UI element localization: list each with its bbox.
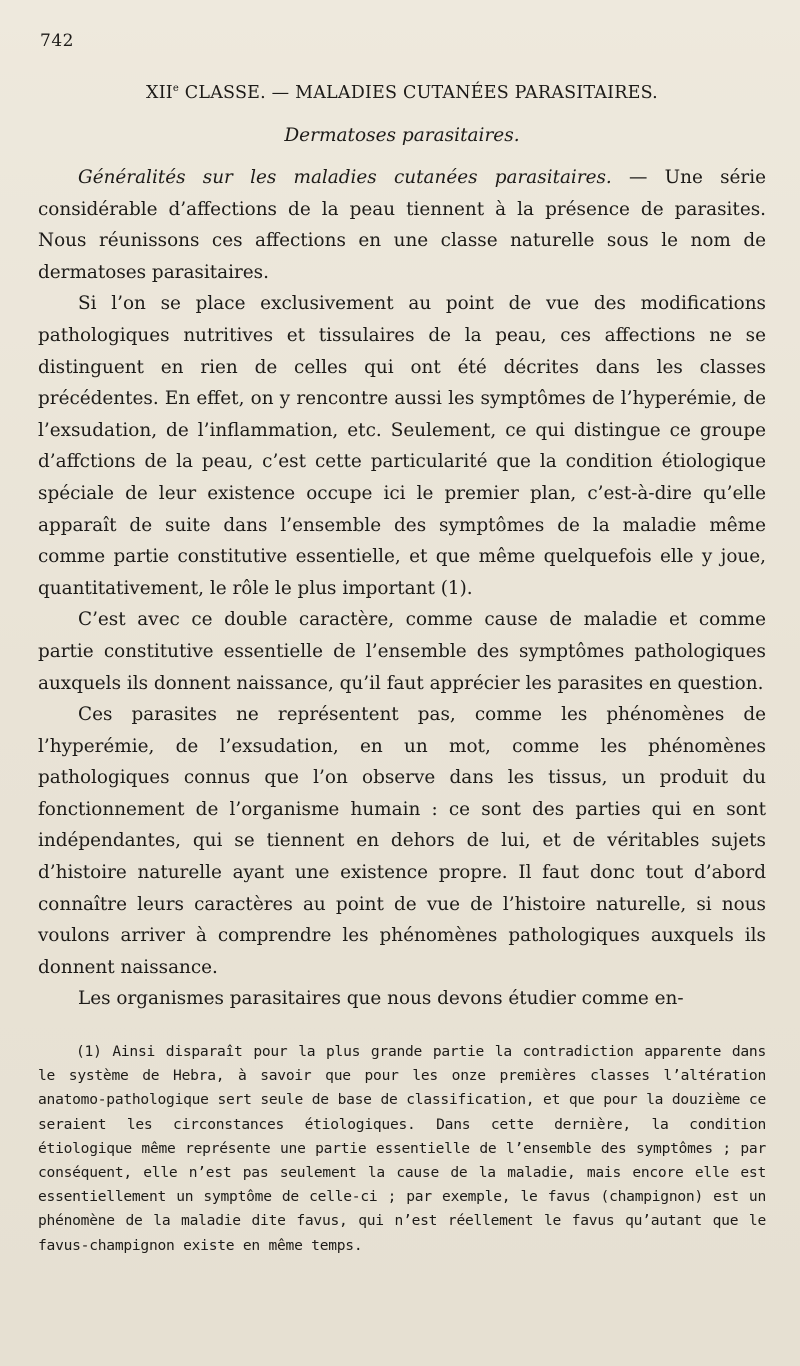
class-heading-roman: XII — [146, 83, 173, 103]
paragraph: Si l’on se place exclusivement au point de vue des modifications pathologiques nutritives et tissulaires de la peau, ces affections ne se distinguent en rien de celles qui ont été décrites dans les classes précédentes. En effet, on y rencontre aussi les symptômes de l’hyperémie, de l’exsudation, de l’inflammation, etc. Seulement, ce qui distingue ce groupe d’affctions de la peau, c’est cette particularité que la condition étiologique spéciale de leur existence occupe ici le premier plan, c’est-à-dire qu’elle apparaît de suite dans l’ensemble des symptômes de la maladie même comme partie constitutive essentielle, et que même quelquefois elle y joue, quantitativement, le rôle le plus important (1). — [38, 293, 766, 599]
paragraph — [38, 162, 766, 288]
page-number: 742 — [40, 31, 74, 51]
paragraph-lead-italic: Généralités sur les maladies cutanées parasitaires. — [78, 167, 612, 188]
class-heading — [38, 83, 766, 103]
footnote: (1) Ainsi disparaît pour la plus grande partie la contradiction apparente dans le système de Hebra, à savoir que pour les onze premières classes l’altération anatomo-pathologique sert seule de base de classification, et que pour la douzième ce seraient les circonstances étiologiques. Dans cette dernière, la condition étiologique même représente une partie essentielle de l’ensemble des symptômes ; par conséquent, elle n’est pas seulement la cause de la maladie, mais encore elle est essentiellement un symptôme de celle-ci ; par exemple, le favus (champignon) est un phénomène de la maladie dite favus, qui n’est réellement le favus qu’autant que le favus-champignon existe en même temps. — [38, 1043, 766, 1254]
section-title: Dermatoses parasitaires. — [284, 125, 520, 146]
paragraph: Ces parasites ne représentent pas, comme les phénomènes de l’hyperémie, de l’exsudation, en un mot, comme les phénomènes pathologiques connus que l’on observe dans les tissus, un produit du fonctionnement de l’organisme humain : ce sont des parties qui en sont indépendantes, qui se tiennent en dehors de lui, et de véritables sujets d’histoire naturelle ayant une existence propre. Il faut donc tout d’abord connaître leurs caractères au point de vue de l’histoire naturelle, si nous voulons arriver à comprendre les phénomènes pathologiques auxquels ils donnent naissance. — [38, 704, 766, 978]
class-heading-suffix: e — [172, 83, 180, 95]
paragraph: Les organismes parasitaires que nous devons étudier comme en- — [78, 988, 684, 1010]
class-heading-text: CLASSE. — MALADIES CUTANÉES PARASITAIRES. — [179, 83, 658, 103]
paragraph: C’est avec ce double caractère, comme cause de maladie et comme partie constitutive essentielle de l’ensemble des symptômes pathologiques auxquels ils donnent naissance, qu’il faut apprécier les parasites en question. — [38, 609, 766, 694]
body-text — [38, 162, 766, 1015]
paragraph-text: — Une série considérable d’affections de la peau tiennent à la présence de parasites. Nous réunissons ces affections en une classe naturelle sous le nom de dermatoses parasitaires. — [38, 167, 766, 283]
